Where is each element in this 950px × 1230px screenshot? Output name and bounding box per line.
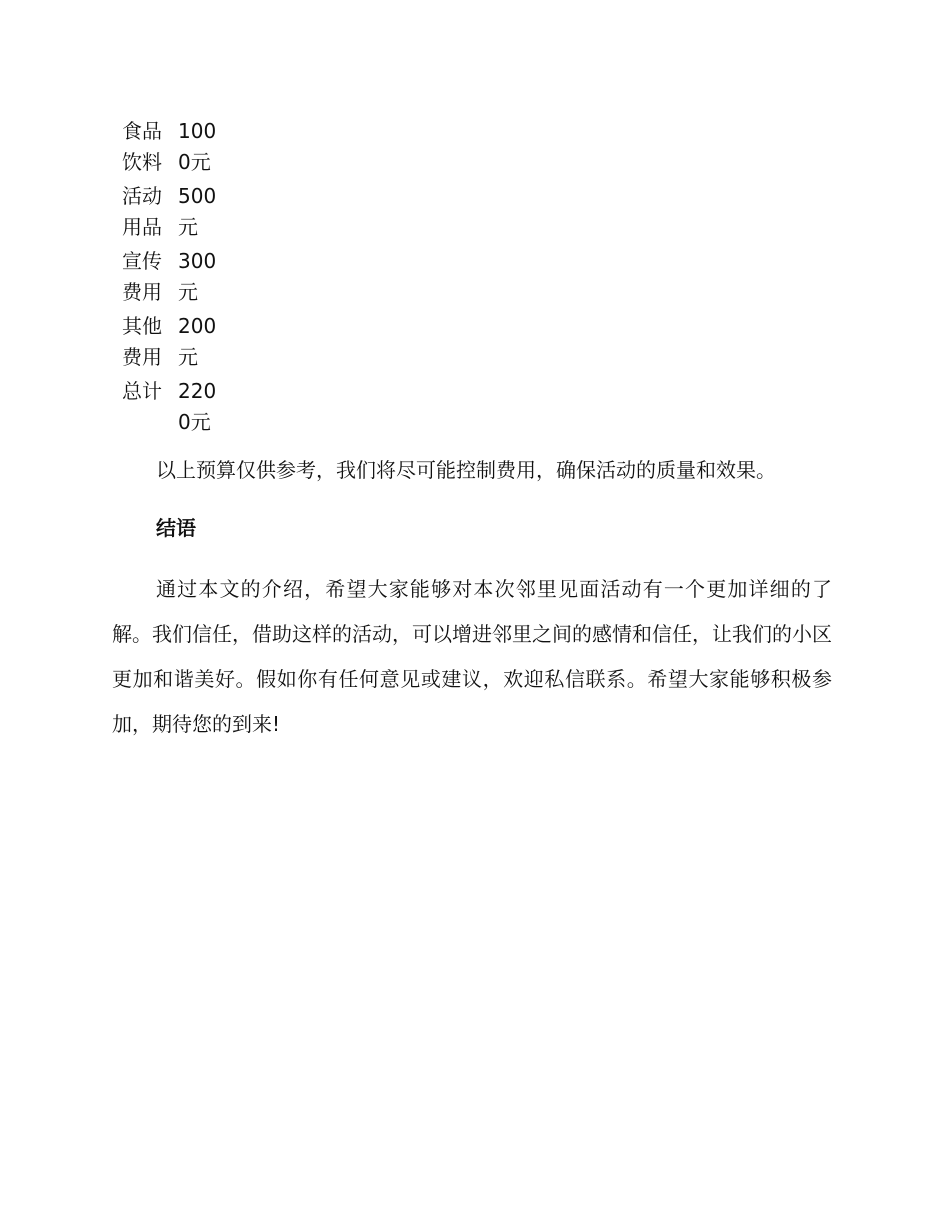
table-row [112, 376, 228, 441]
budget-item: 食品饮料 [122, 119, 162, 174]
table-row [112, 116, 228, 181]
conclusion-paragraph: 通过本文的介绍，希望大家能够对本次邻里见面活动有一个更加详细的了解。我们信任，借助这样的活动，可以增进邻里之间的感情和信任，让我们的小区更加和谐美好。假如你有任何意见或建议，欢迎私信联系。希望大家能够积极参加，期待您的到来! [112, 577, 832, 736]
budget-item: 总计 [122, 379, 162, 403]
budget-item: 其他费用 [122, 314, 162, 369]
conclusion-heading: 结语 [156, 516, 196, 540]
budget-item: 宣传费用 [122, 249, 162, 304]
budget-note: 以上预算仅供参考，我们将尽可能控制费用，确保活动的质量和效果。 [156, 458, 776, 482]
budget-amount: 300元 [178, 249, 217, 304]
table-row [112, 311, 228, 376]
budget-amount: 2200元 [178, 379, 217, 434]
budget-amount: 200元 [178, 314, 217, 369]
table-row [112, 246, 228, 311]
budget-table [112, 116, 228, 441]
budget-item: 活动用品 [122, 184, 162, 239]
budget-amount: 1000元 [178, 119, 217, 174]
table-row [112, 181, 228, 246]
budget-amount: 500元 [178, 184, 217, 239]
